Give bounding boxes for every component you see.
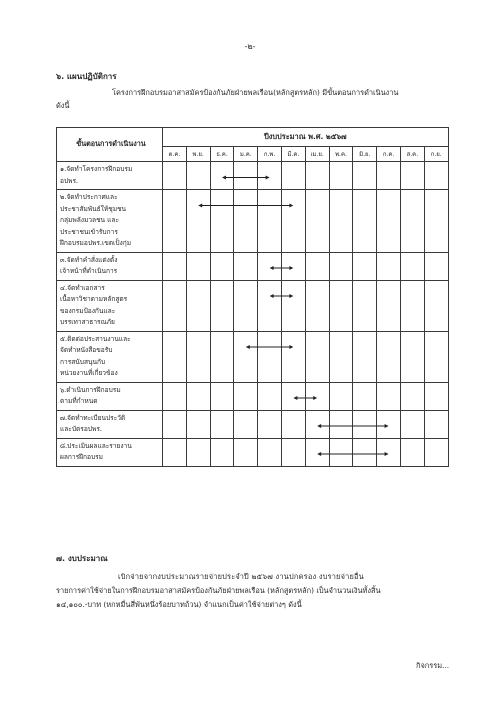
month-header: ต.ค. (163, 147, 187, 162)
step-label (57, 162, 163, 190)
month-cell (234, 190, 258, 253)
step-label-line: การสนับสนุนกับ (60, 357, 106, 366)
table-row (57, 252, 449, 280)
month-cell (329, 438, 353, 466)
table-row (57, 162, 449, 190)
month-cell (377, 162, 401, 190)
year-header: ปีงบประมาณ พ.ศ. ๒๕๖๗ (163, 128, 449, 147)
step-label (57, 382, 163, 410)
step-label-line: หน่วยงานที่เกี่ยวข้อง (60, 369, 118, 377)
month-cell (258, 190, 282, 253)
month-cell (305, 331, 329, 382)
plan-intro-line1: โครงการฝึกอบรมอาสาสมัครป้องกันภัยฝ่ายพลเรือน(หลักสูตรหลัก) มีขั้นตอนการดำเนินงาน (112, 88, 399, 97)
continue-text: กิจกรรม... (416, 661, 450, 670)
plan-section-title: ๖. แผนปฏิบัติการ (56, 72, 117, 81)
month-cell (400, 438, 424, 466)
month-cell (377, 438, 401, 466)
month-cell (305, 190, 329, 253)
month-cell (353, 252, 377, 280)
month-cell (258, 162, 282, 190)
month-cell (305, 410, 329, 438)
month-cell (353, 280, 377, 331)
step-label-line: ๔.จัดทำเอกสาร (60, 283, 105, 292)
month-cell (400, 331, 424, 382)
month-cell (186, 280, 210, 331)
month-cell (353, 190, 377, 253)
step-label-line: บรรเทาสาธารณภัย (60, 318, 115, 326)
step-label-line: ผลการฝึกอบรม (60, 453, 104, 461)
month-cell (163, 162, 187, 190)
month-cell (281, 410, 305, 438)
step-label (57, 190, 163, 253)
month-cell (377, 331, 401, 382)
step-label-line: ๓.จัดทำคำสั่งแต่งตั้ง (60, 255, 118, 264)
month-cell (400, 382, 424, 410)
month-cell (329, 252, 353, 280)
month-cell (281, 162, 305, 190)
table-row (57, 280, 449, 331)
month-cell (377, 410, 401, 438)
step-label-line: ประชาชนเข้ารับการ (60, 227, 118, 236)
month-cell (186, 252, 210, 280)
month-cell (234, 410, 258, 438)
month-cell (186, 162, 210, 190)
month-header: ก.ค. (377, 147, 401, 162)
month-header: ธ.ค. (210, 147, 234, 162)
month-cell (305, 162, 329, 190)
plan-table (56, 127, 449, 467)
table-row (57, 190, 449, 253)
budget-section-title: ๗. งบประมาณ (56, 554, 108, 563)
budget-section (56, 552, 448, 612)
step-label-line: ๑.จัดทำโครงการฝึกอบรม (60, 165, 133, 173)
month-cell (163, 382, 187, 410)
month-cell (424, 382, 448, 410)
table-row (57, 382, 449, 410)
month-cell (163, 190, 187, 253)
month-cell (234, 162, 258, 190)
step-label-line: ฝึกอบรมอปพร.เขตเป็งกุ่ม (60, 239, 132, 247)
month-cell (424, 252, 448, 280)
month-cell (186, 190, 210, 253)
month-cell (210, 331, 234, 382)
month-cell (258, 252, 282, 280)
step-label (57, 438, 163, 466)
month-cell (377, 382, 401, 410)
step-label-line: ประชาสัมพันธ์ให้ชุมชน (60, 204, 127, 213)
step-label-line: เนื้อหาวิชาตามหลักสูตร (60, 295, 128, 303)
month-cell (210, 252, 234, 280)
budget-line3: ๑๔,๑๐๐.-บาท (หกหมื่นสี่พันหนึ่งร้อยบาทถ้วน) จำแนกเป็นค่าใช้จ่ายต่างๆ ดังนี้ (56, 600, 302, 609)
month-cell (163, 252, 187, 280)
month-cell (210, 162, 234, 190)
month-cell (400, 280, 424, 331)
month-cell (281, 382, 305, 410)
month-cell (281, 331, 305, 382)
month-cell (377, 252, 401, 280)
step-label-line: เจ้าหน้าที่ดำเนินการ (60, 267, 118, 275)
month-cell (186, 438, 210, 466)
budget-line1: เบิกจ่ายจากงบประมาณรายจ่ายประจำปี ๒๕๖๗ งานปกครอง งบรายจ่ายอื่น (118, 572, 364, 581)
month-cell (305, 280, 329, 331)
month-cell (400, 410, 424, 438)
month-cell (400, 252, 424, 280)
month-header: เม.ย. (305, 147, 329, 162)
month-cell (234, 438, 258, 466)
month-cell (186, 331, 210, 382)
month-cell (281, 280, 305, 331)
step-label-line: ๗.จัดทำทะเบียนประวัติ (60, 413, 126, 422)
month-cell (258, 438, 282, 466)
month-cell (281, 190, 305, 253)
month-cell (186, 410, 210, 438)
month-cell (234, 331, 258, 382)
table-row (57, 438, 449, 466)
step-label-line: จัดทำหนังสือขอรับ (60, 346, 113, 354)
month-cell (163, 331, 187, 382)
step-label (57, 252, 163, 280)
month-cell (353, 382, 377, 410)
plan-table-body (57, 162, 449, 467)
step-label-line: ๘.ประเมินผลและรายงาน (60, 441, 132, 450)
month-cell (234, 382, 258, 410)
month-cell (305, 438, 329, 466)
month-header: พ.ย. (186, 147, 210, 162)
month-cell (210, 280, 234, 331)
month-cell (163, 410, 187, 438)
budget-line2: รายการค่าใช้จ่ายในการฝึกอบรมอาสาสมัครป้องกันภัยฝ่ายพลเรือน (หลักสูตรหลัก) เป็นจำนวนเงินทั้งสิ้น (56, 586, 381, 595)
month-cell (353, 331, 377, 382)
month-cell (281, 438, 305, 466)
month-header: มี.ค. (281, 147, 305, 162)
page-number: -๒- (244, 42, 256, 51)
month-cell (353, 410, 377, 438)
month-cell (305, 252, 329, 280)
month-cell (400, 162, 424, 190)
month-cell (424, 280, 448, 331)
month-cell (329, 410, 353, 438)
month-cell (377, 190, 401, 253)
month-header: พ.ค. (329, 147, 353, 162)
step-label-line: กลุ่มพลังมวลชน และ (60, 216, 119, 224)
month-cell (424, 438, 448, 466)
plan-intro (56, 86, 448, 112)
month-cell (329, 280, 353, 331)
month-cell (353, 162, 377, 190)
plan-intro-line2: ดังนี้ (56, 101, 70, 110)
month-cell (281, 252, 305, 280)
step-label-line: ๕.ติดต่อประสานงานและ (60, 334, 131, 343)
table-row (57, 410, 449, 438)
month-cell (424, 162, 448, 190)
month-cell (424, 190, 448, 253)
month-cell (258, 280, 282, 331)
month-header: มิ.ย. (353, 147, 377, 162)
month-cell (210, 382, 234, 410)
month-cell (234, 280, 258, 331)
month-cell (353, 438, 377, 466)
step-label (57, 410, 163, 438)
month-cell (258, 382, 282, 410)
month-header: ส.ค. (400, 147, 424, 162)
month-cell (424, 410, 448, 438)
month-cell (210, 438, 234, 466)
month-cell (329, 162, 353, 190)
step-label-line: ๒.จัดทำประกาศและ (60, 193, 118, 201)
month-cell (163, 280, 187, 331)
month-cell (329, 331, 353, 382)
month-cell (329, 190, 353, 253)
month-cell (305, 382, 329, 410)
step-label-line: ๖.ดำเนินการฝึกอบรม (60, 385, 121, 394)
month-cell (234, 252, 258, 280)
month-header: ม.ค. (234, 147, 258, 162)
month-cell (163, 438, 187, 466)
step-label (57, 280, 163, 331)
month-cell (210, 190, 234, 253)
month-cell (258, 410, 282, 438)
step-label-line: และบัตรอปพร. (60, 425, 102, 433)
month-cell (258, 331, 282, 382)
month-cell (424, 331, 448, 382)
month-header: ก.พ. (258, 147, 282, 162)
month-cell (377, 280, 401, 331)
step-label-line: อปพร. (60, 176, 79, 185)
step-header: ขั้นตอนการดำเนินงาน (57, 128, 163, 162)
month-header: ก.ย. (424, 147, 448, 162)
step-label-line: ตามที่กำหนด (60, 397, 98, 405)
step-label (57, 331, 163, 382)
table-row (57, 331, 449, 382)
step-label-line: ของกรมป้องกันและ (60, 306, 116, 315)
month-cell (329, 382, 353, 410)
month-cell (210, 410, 234, 438)
month-cell (186, 382, 210, 410)
month-cell (400, 190, 424, 253)
